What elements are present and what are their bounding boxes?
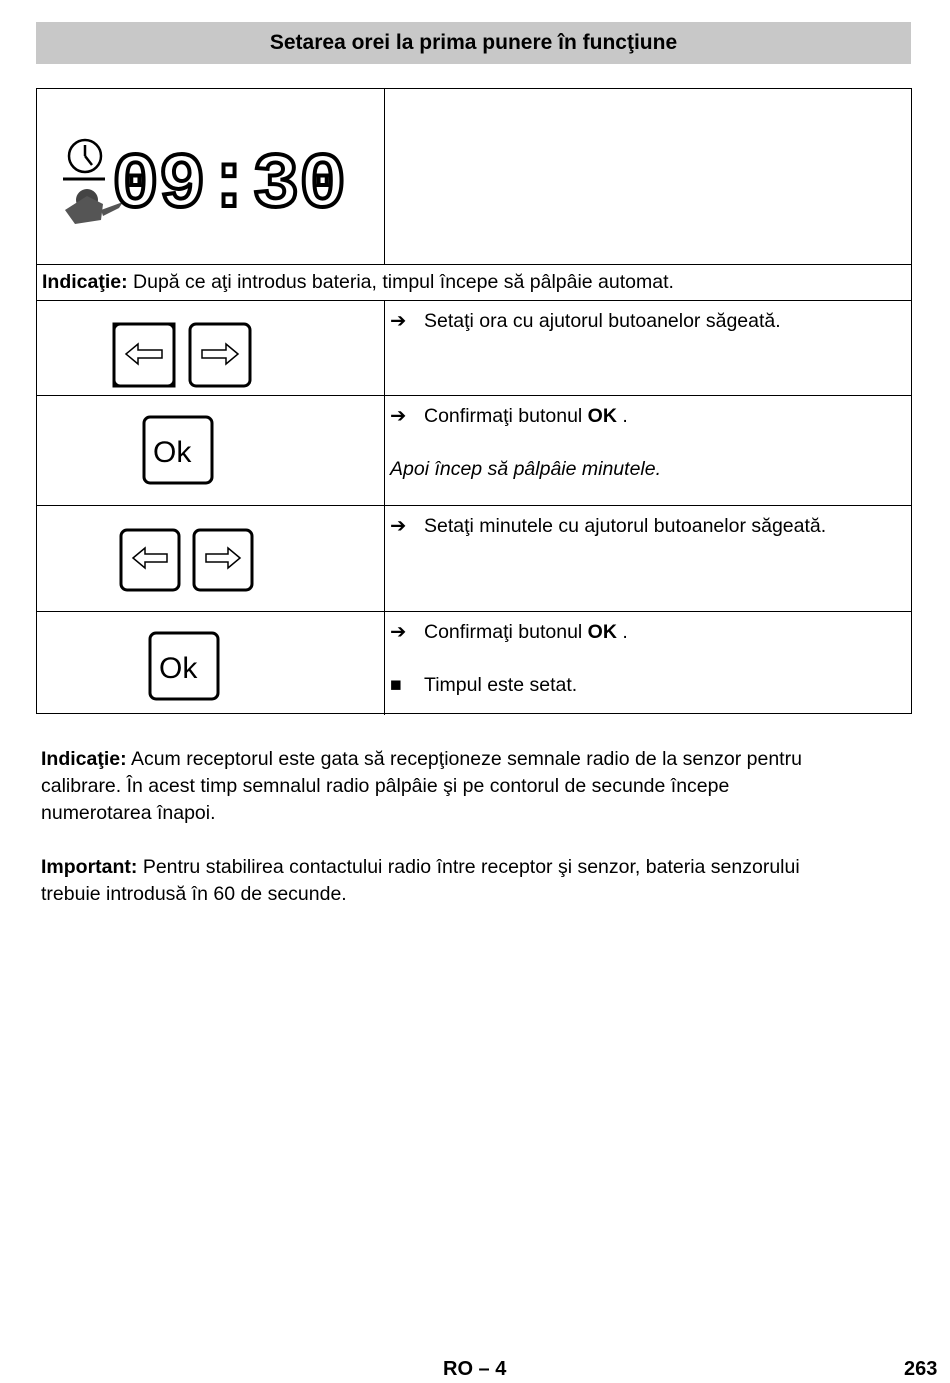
arrow-bullet-icon: ➔ xyxy=(390,405,407,427)
note2-label: Indicaţie: xyxy=(41,748,127,770)
display-row xyxy=(37,89,911,264)
square-bullet-icon: ■ xyxy=(390,674,402,696)
ok-button-image xyxy=(141,414,221,489)
step-row-2 xyxy=(37,395,911,505)
arrow-bullet-icon: ➔ xyxy=(390,621,407,643)
page-number: 263 xyxy=(904,1358,938,1380)
left-arrow-button-icon xyxy=(121,530,179,590)
note-paragraph xyxy=(41,746,916,827)
step-instruction xyxy=(390,620,628,644)
step-text: Confirmaţi butonul xyxy=(424,621,588,643)
note-text: După ce aţi introdus bateria, timpul începe să pâlpâie automat. xyxy=(127,271,674,293)
step-row-1 xyxy=(37,300,911,395)
step-image-cell xyxy=(37,396,385,505)
section-label: RO – 4 xyxy=(443,1358,507,1380)
lcd-display xyxy=(57,134,347,244)
note2-line: numerotarea înapoi. xyxy=(41,802,216,824)
important-paragraph xyxy=(41,854,916,908)
clock-icon xyxy=(63,140,105,179)
note2-line: Acum receptorul este gata să recepţioneze semnale radio de la senzor pentru xyxy=(126,748,802,770)
step-text: Setaţi minutele cu ajutorul butoanelor săgeată. xyxy=(424,515,827,537)
note2-line: calibrare. În acest timp semnalul radio pâlpâie şi pe contorul de secunde începe xyxy=(41,775,730,797)
step-text-end: . xyxy=(616,621,628,643)
right-arrow-button-icon xyxy=(190,324,250,386)
step-row-4 xyxy=(37,611,911,715)
step-text: Confirmaţi butonul xyxy=(424,405,588,427)
step-subnote: Apoi încep să pâlpâie minutele. xyxy=(390,458,662,480)
step-image-cell xyxy=(37,506,385,611)
ok-keyword: OK xyxy=(587,405,617,427)
left-arrow-button-icon xyxy=(114,324,174,386)
step-text-end: . xyxy=(616,405,628,427)
arrow-buttons-image xyxy=(119,528,269,598)
note-label: Indicaţie: xyxy=(42,271,128,293)
important-line: trebuie introdusă în 60 de secunde. xyxy=(41,883,347,905)
arrow-bullet-icon: ➔ xyxy=(390,310,407,332)
ok-button-image xyxy=(147,630,227,705)
ok-button-label: Ok xyxy=(159,652,198,685)
right-arrow-button-icon xyxy=(194,530,252,590)
result-text: Timpul este setat. xyxy=(424,674,578,696)
step-instruction xyxy=(390,514,826,538)
important-label: Important: xyxy=(41,856,138,878)
display-image-cell xyxy=(37,89,385,264)
note-row xyxy=(37,264,911,300)
ok-button-label: Ok xyxy=(153,436,192,469)
time-digits: 09:30 xyxy=(112,142,347,230)
arrow-bullet-icon: ➔ xyxy=(390,515,407,537)
step-instruction xyxy=(390,404,628,428)
arrow-buttons-image xyxy=(112,322,262,392)
page-title: Setarea orei la prima punere în funcţiune xyxy=(36,22,911,64)
step-instruction xyxy=(390,309,781,333)
step-text: Setaţi ora cu ajutorul butoanelor săgeată. xyxy=(424,310,781,332)
step-result xyxy=(390,674,577,697)
important-line: Pentru stabilirea contactului radio între receptor şi senzor, bateria senzorului xyxy=(137,856,800,878)
step-image-cell xyxy=(37,301,385,395)
step-row-3 xyxy=(37,505,911,611)
step-image-cell xyxy=(37,612,385,715)
ok-keyword: OK xyxy=(587,621,617,643)
instruction-table xyxy=(36,88,912,714)
